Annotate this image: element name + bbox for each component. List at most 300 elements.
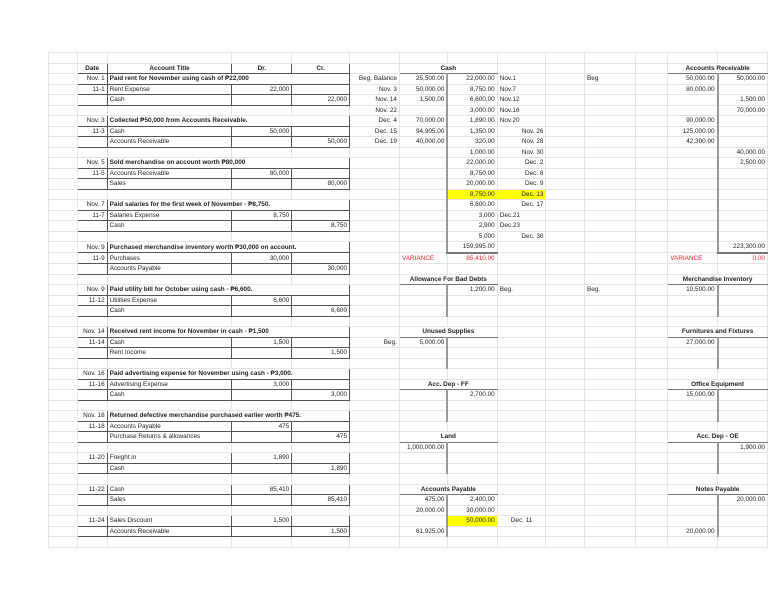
ar-variance-label[interactable]: VARIANCE — [668, 253, 718, 264]
cell[interactable] — [399, 463, 447, 474]
cell[interactable] — [546, 285, 585, 296]
cell[interactable] — [350, 53, 400, 64]
notes-payable-total-debit[interactable]: 20,000.00 — [668, 526, 718, 537]
cell[interactable] — [718, 179, 768, 190]
cell[interactable] — [585, 369, 636, 380]
cell[interactable] — [447, 474, 497, 485]
cell[interactable] — [635, 221, 668, 232]
cell[interactable] — [585, 505, 636, 516]
journal-date[interactable] — [77, 95, 107, 106]
journal-debit[interactable] — [232, 526, 292, 537]
cash-row-label[interactable]: Dec. 15 — [350, 126, 400, 137]
journal-account-title[interactable]: Freight in — [107, 453, 232, 464]
cell[interactable] — [668, 505, 718, 516]
cell[interactable] — [49, 348, 78, 359]
cell[interactable] — [585, 337, 636, 348]
cash-credit[interactable]: 6,600.00 — [447, 200, 497, 211]
cell[interactable] — [399, 306, 447, 317]
cell[interactable] — [585, 379, 636, 390]
cell[interactable] — [49, 537, 78, 548]
cell[interactable] — [350, 400, 400, 411]
cell[interactable] — [497, 242, 546, 253]
cell[interactable] — [635, 337, 668, 348]
cell[interactable] — [585, 253, 636, 264]
cell[interactable] — [292, 474, 350, 485]
cell[interactable] — [49, 264, 78, 275]
cell[interactable] — [635, 358, 668, 369]
cell[interactable] — [232, 474, 292, 485]
cell[interactable] — [635, 53, 668, 64]
cell[interactable] — [635, 84, 668, 95]
cell[interactable] — [546, 147, 585, 158]
journal-account-title[interactable]: Rent Income — [107, 348, 232, 359]
cash-total-credit[interactable]: 159,995.00 — [447, 242, 497, 253]
cell[interactable] — [107, 505, 232, 516]
journal-entry-description[interactable]: Collected ₱50,000 from Accounts Receivable. — [107, 116, 349, 127]
cell[interactable] — [107, 147, 232, 158]
cell[interactable] — [668, 400, 718, 411]
cell[interactable] — [546, 116, 585, 127]
cell[interactable] — [232, 53, 292, 64]
journal-entry-description[interactable]: Paid advertising expense for November using cash - ₱3,000. — [107, 369, 349, 380]
cell[interactable] — [49, 327, 78, 338]
cell[interactable] — [546, 516, 585, 527]
cell[interactable] — [350, 295, 400, 306]
cell[interactable] — [635, 168, 668, 179]
cell[interactable] — [546, 242, 585, 253]
cash-credit[interactable]: 5,000 — [447, 231, 497, 242]
cell[interactable] — [350, 264, 400, 275]
journal-credit[interactable] — [292, 453, 350, 464]
journal-date[interactable] — [77, 526, 107, 537]
journal-date[interactable]: Nov. 16 — [77, 369, 107, 380]
cell[interactable] — [497, 379, 546, 390]
cell[interactable] — [49, 231, 78, 242]
cell[interactable] — [668, 463, 718, 474]
cell[interactable] — [232, 505, 292, 516]
journal-debit[interactable] — [232, 221, 292, 232]
journal-date[interactable]: 11-24 — [77, 516, 107, 527]
cell[interactable] — [107, 400, 232, 411]
cell[interactable] — [447, 526, 497, 537]
cell[interactable] — [546, 442, 585, 453]
cell[interactable] — [635, 516, 668, 527]
journal-credit[interactable]: 1,500 — [292, 348, 350, 359]
cell[interactable] — [718, 453, 768, 464]
cell[interactable] — [718, 411, 768, 422]
journal-date[interactable]: 11-18 — [77, 421, 107, 432]
cell[interactable] — [107, 231, 232, 242]
cell[interactable] — [49, 168, 78, 179]
cash-debit[interactable] — [399, 189, 447, 200]
cell[interactable] — [668, 242, 718, 253]
cell[interactable] — [107, 316, 232, 327]
cell[interactable] — [497, 537, 546, 548]
cell[interactable] — [668, 306, 718, 317]
cell[interactable] — [585, 463, 636, 474]
journal-date[interactable]: Nov. 14 — [77, 327, 107, 338]
cell[interactable] — [350, 390, 400, 401]
cash-note[interactable]: Nov. 26 — [497, 126, 546, 137]
journal-date[interactable]: 11-22 — [77, 484, 107, 495]
journal-credit[interactable]: 22,000 — [292, 95, 350, 106]
cell[interactable] — [546, 126, 585, 137]
cell[interactable] — [668, 295, 718, 306]
cell[interactable] — [546, 411, 585, 422]
cell[interactable] — [447, 369, 497, 380]
journal-credit[interactable]: 6,600 — [292, 306, 350, 317]
journal-debit[interactable]: 30,000 — [232, 253, 292, 264]
cell[interactable] — [399, 264, 447, 275]
cash-credit[interactable]: 8,750.00 — [447, 168, 497, 179]
journal-account-title[interactable]: Accounts Payable — [107, 421, 232, 432]
cell[interactable] — [585, 264, 636, 275]
journal-entry-description[interactable]: Sold merchandise on account worth ₱80,000 — [107, 158, 349, 169]
journal-date[interactable]: Nov. 5 — [77, 158, 107, 169]
cell[interactable] — [546, 221, 585, 232]
journal-date[interactable]: Nov. 1 — [77, 74, 107, 85]
journal-credit[interactable] — [292, 126, 350, 137]
cash-debit[interactable]: 70,000.00 — [399, 116, 447, 127]
cell[interactable] — [585, 526, 636, 537]
ar-row-label[interactable] — [585, 137, 636, 148]
journal-header-cr[interactable]: Cr. — [292, 63, 350, 74]
cell[interactable] — [718, 168, 768, 179]
ap-total-debit[interactable]: 61,925.00 — [399, 526, 447, 537]
cell[interactable] — [49, 505, 78, 516]
journal-debit[interactable]: 80,000 — [232, 168, 292, 179]
acc-dep-ff-credit[interactable]: 2,700.00 — [447, 390, 497, 401]
cell[interactable] — [718, 369, 768, 380]
cell[interactable] — [350, 358, 400, 369]
cell[interactable] — [585, 316, 636, 327]
journal-account-title[interactable]: Salaries Expense — [107, 210, 232, 221]
cell[interactable] — [718, 53, 768, 64]
cell[interactable] — [497, 274, 546, 285]
cell[interactable] — [635, 526, 668, 537]
cell[interactable] — [77, 474, 107, 485]
ar-credit[interactable] — [718, 126, 768, 137]
journal-debit[interactable] — [232, 95, 292, 106]
cell[interactable] — [232, 231, 292, 242]
cash-debit[interactable] — [399, 200, 447, 211]
ar-debit[interactable]: 80,000.00 — [668, 84, 718, 95]
cash-debit[interactable] — [399, 147, 447, 158]
ar-debit[interactable] — [668, 147, 718, 158]
journal-account-title[interactable]: Purchases — [107, 253, 232, 264]
cell[interactable] — [635, 369, 668, 380]
cell[interactable] — [635, 453, 668, 464]
cell[interactable] — [635, 379, 668, 390]
cell[interactable] — [497, 526, 546, 537]
journal-credit[interactable]: 50,000 — [292, 137, 350, 148]
cell[interactable] — [668, 474, 718, 485]
cell[interactable] — [546, 306, 585, 317]
journal-debit[interactable] — [232, 348, 292, 359]
cell[interactable] — [585, 179, 636, 190]
journal-account-title[interactable]: Utilities Expense — [107, 295, 232, 306]
journal-header-title[interactable]: Account Title — [107, 63, 232, 74]
cell[interactable] — [77, 274, 107, 285]
cell[interactable] — [350, 242, 400, 253]
cell[interactable] — [107, 442, 232, 453]
journal-account-title[interactable]: Cash — [107, 463, 232, 474]
journal-account-title[interactable]: Advertising Expense — [107, 379, 232, 390]
cash-row-label[interactable] — [350, 147, 400, 158]
cell[interactable] — [292, 105, 350, 116]
cell[interactable] — [546, 200, 585, 211]
cell[interactable] — [292, 231, 350, 242]
cell[interactable] — [546, 421, 585, 432]
cell[interactable] — [585, 537, 636, 548]
cell[interactable] — [49, 179, 78, 190]
cash-debit[interactable]: 50,000.00 — [399, 84, 447, 95]
cell[interactable] — [77, 442, 107, 453]
cell[interactable] — [546, 189, 585, 200]
cell[interactable] — [585, 516, 636, 527]
cell[interactable] — [497, 442, 546, 453]
cell[interactable] — [585, 221, 636, 232]
cell[interactable] — [77, 147, 107, 158]
cell[interactable] — [232, 105, 292, 116]
cell[interactable] — [718, 295, 768, 306]
cell[interactable] — [546, 358, 585, 369]
journal-credit[interactable]: 1,890 — [292, 463, 350, 474]
journal-date[interactable] — [77, 179, 107, 190]
cell[interactable] — [399, 474, 447, 485]
cell[interactable] — [49, 516, 78, 527]
cell[interactable] — [635, 390, 668, 401]
cell[interactable] — [447, 295, 497, 306]
cell[interactable] — [546, 327, 585, 338]
cell[interactable] — [350, 327, 400, 338]
cash-debit[interactable] — [399, 231, 447, 242]
cell[interactable] — [497, 348, 546, 359]
cell[interactable] — [718, 463, 768, 474]
cell[interactable] — [447, 537, 497, 548]
cash-row-label[interactable] — [350, 210, 400, 221]
cell[interactable] — [635, 137, 668, 148]
ar-debit[interactable] — [668, 95, 718, 106]
cell[interactable] — [447, 337, 497, 348]
cell[interactable] — [718, 210, 768, 221]
cash-row-label[interactable] — [350, 158, 400, 169]
journal-account-title[interactable]: Accounts Receivable — [107, 137, 232, 148]
cell[interactable] — [668, 221, 718, 232]
supplies-debit[interactable]: 5,000.00 — [399, 337, 447, 348]
ap-debit[interactable]: 475.00 — [399, 495, 447, 506]
ar-row-label[interactable]: Beg — [585, 74, 636, 85]
cell[interactable] — [292, 400, 350, 411]
cell[interactable] — [77, 189, 107, 200]
cash-note[interactable]: Dec. 2 — [497, 158, 546, 169]
cell[interactable] — [49, 116, 78, 127]
cell[interactable] — [399, 285, 447, 296]
cell[interactable] — [232, 147, 292, 158]
cell[interactable] — [49, 285, 78, 296]
cell[interactable] — [232, 316, 292, 327]
cell[interactable] — [49, 137, 78, 148]
cell[interactable] — [718, 505, 768, 516]
ap-note[interactable] — [497, 505, 546, 516]
journal-debit[interactable] — [232, 432, 292, 443]
cell[interactable] — [635, 200, 668, 211]
cash-credit[interactable]: 8,750.00 — [447, 189, 497, 200]
cell[interactable] — [635, 474, 668, 485]
cell[interactable] — [585, 400, 636, 411]
ar-row-label[interactable] — [585, 158, 636, 169]
journal-date[interactable]: Nov. 3 — [77, 116, 107, 127]
cash-debit[interactable]: 1,500.00 — [399, 95, 447, 106]
journal-credit[interactable] — [292, 421, 350, 432]
ap-note[interactable] — [497, 495, 546, 506]
cell[interactable] — [668, 411, 718, 422]
journal-date[interactable] — [77, 390, 107, 401]
cash-note[interactable]: Dec.23 — [497, 221, 546, 232]
cell[interactable] — [585, 231, 636, 242]
cell[interactable] — [399, 421, 447, 432]
cash-debit[interactable] — [399, 105, 447, 116]
cell[interactable] — [77, 105, 107, 116]
cell[interactable] — [635, 295, 668, 306]
cell[interactable] — [497, 264, 546, 275]
cash-debit[interactable]: 40,000.00 — [399, 137, 447, 148]
cell[interactable] — [350, 463, 400, 474]
cell[interactable] — [546, 495, 585, 506]
ar-row-label[interactable] — [585, 95, 636, 106]
cell[interactable] — [718, 306, 768, 317]
journal-date[interactable]: 11-16 — [77, 379, 107, 390]
cell[interactable] — [350, 379, 400, 390]
cell[interactable] — [49, 390, 78, 401]
cell[interactable] — [585, 421, 636, 432]
cell[interactable] — [585, 484, 636, 495]
cell[interactable] — [546, 463, 585, 474]
cell[interactable] — [350, 411, 400, 422]
cell[interactable] — [49, 242, 78, 253]
spreadsheet-grid[interactable] — [48, 52, 768, 548]
cash-row-label[interactable]: Beg. Balance — [350, 74, 400, 85]
cell[interactable] — [585, 200, 636, 211]
journal-account-title[interactable]: Sales — [107, 179, 232, 190]
cash-credit[interactable]: 1,350.00 — [447, 126, 497, 137]
ledger-title-furnitures[interactable]: Furnitures and Fixtures — [668, 327, 768, 338]
ap-note[interactable]: Dec. 11 — [497, 516, 546, 527]
ar-credit[interactable]: 2,500.00 — [718, 158, 768, 169]
ledger-title-unused-supplies[interactable]: Unused Supplies — [399, 327, 497, 338]
cell[interactable] — [292, 53, 350, 64]
cell[interactable] — [718, 285, 768, 296]
cell[interactable] — [668, 264, 718, 275]
journal-credit[interactable] — [292, 337, 350, 348]
cash-row-label[interactable] — [350, 168, 400, 179]
cell[interactable] — [49, 74, 78, 85]
cell[interactable] — [668, 495, 718, 506]
cell[interactable] — [668, 358, 718, 369]
cash-note[interactable]: Dec. 13 — [497, 189, 546, 200]
journal-date[interactable]: 11-7 — [77, 210, 107, 221]
cell[interactable] — [447, 400, 497, 411]
journal-account-title[interactable]: Cash — [107, 221, 232, 232]
cell[interactable] — [718, 348, 768, 359]
cell[interactable] — [447, 463, 497, 474]
office-equipment-debit[interactable]: 15,000.00 — [668, 390, 718, 401]
cell[interactable] — [585, 432, 636, 443]
cell[interactable] — [399, 348, 447, 359]
cell[interactable] — [350, 285, 400, 296]
journal-account-title[interactable]: Sales — [107, 495, 232, 506]
ar-debit[interactable]: 125,000.00 — [668, 126, 718, 137]
cash-debit[interactable] — [399, 179, 447, 190]
journal-account-title[interactable]: Purchase Returns & allowances — [107, 432, 232, 443]
cell[interactable] — [585, 358, 636, 369]
cell[interactable] — [546, 264, 585, 275]
journal-debit[interactable]: 85,410 — [232, 484, 292, 495]
cell[interactable] — [292, 442, 350, 453]
cell[interactable] — [635, 316, 668, 327]
cell[interactable] — [447, 264, 497, 275]
cell[interactable] — [497, 358, 546, 369]
cell[interactable] — [497, 63, 546, 74]
cell[interactable] — [350, 474, 400, 485]
cell[interactable] — [399, 453, 447, 464]
cell[interactable] — [546, 74, 585, 85]
cash-credit[interactable]: 2,900 — [447, 221, 497, 232]
cell[interactable] — [635, 306, 668, 317]
cell[interactable] — [546, 295, 585, 306]
cell[interactable] — [668, 168, 718, 179]
journal-account-title[interactable]: Cash — [107, 484, 232, 495]
cell[interactable] — [668, 200, 718, 211]
journal-account-title[interactable]: Accounts Payable — [107, 264, 232, 275]
cell[interactable] — [497, 474, 546, 485]
ar-variance-value[interactable]: 0.00 — [718, 253, 768, 264]
cell[interactable] — [49, 84, 78, 95]
journal-debit[interactable]: 22,000 — [232, 84, 292, 95]
cell[interactable] — [635, 126, 668, 137]
cell[interactable] — [585, 210, 636, 221]
cell[interactable] — [718, 231, 768, 242]
cell[interactable] — [635, 158, 668, 169]
journal-date[interactable] — [77, 432, 107, 443]
cell[interactable] — [49, 126, 78, 137]
cell[interactable] — [49, 189, 78, 200]
cell[interactable] — [718, 264, 768, 275]
cell[interactable] — [546, 369, 585, 380]
cell[interactable] — [585, 453, 636, 464]
journal-credit[interactable] — [292, 168, 350, 179]
cell[interactable] — [585, 442, 636, 453]
cell[interactable] — [585, 295, 636, 306]
cell[interactable] — [77, 53, 107, 64]
journal-credit[interactable] — [292, 84, 350, 95]
cell[interactable] — [546, 84, 585, 95]
ar-debit[interactable] — [668, 158, 718, 169]
cash-row-label[interactable] — [350, 231, 400, 242]
ar-row-label[interactable] — [585, 126, 636, 137]
cell[interactable] — [668, 516, 718, 527]
journal-entry-description[interactable]: Paid utility bill for October using cash - ₱6,600. — [107, 285, 349, 296]
cell[interactable] — [350, 442, 400, 453]
cell[interactable] — [585, 411, 636, 422]
cell[interactable] — [49, 316, 78, 327]
cell[interactable] — [232, 537, 292, 548]
cell[interactable] — [399, 369, 447, 380]
cell[interactable] — [107, 474, 232, 485]
merch-label[interactable]: Beg. — [585, 285, 636, 296]
journal-credit[interactable] — [292, 379, 350, 390]
cell[interactable] — [635, 231, 668, 242]
